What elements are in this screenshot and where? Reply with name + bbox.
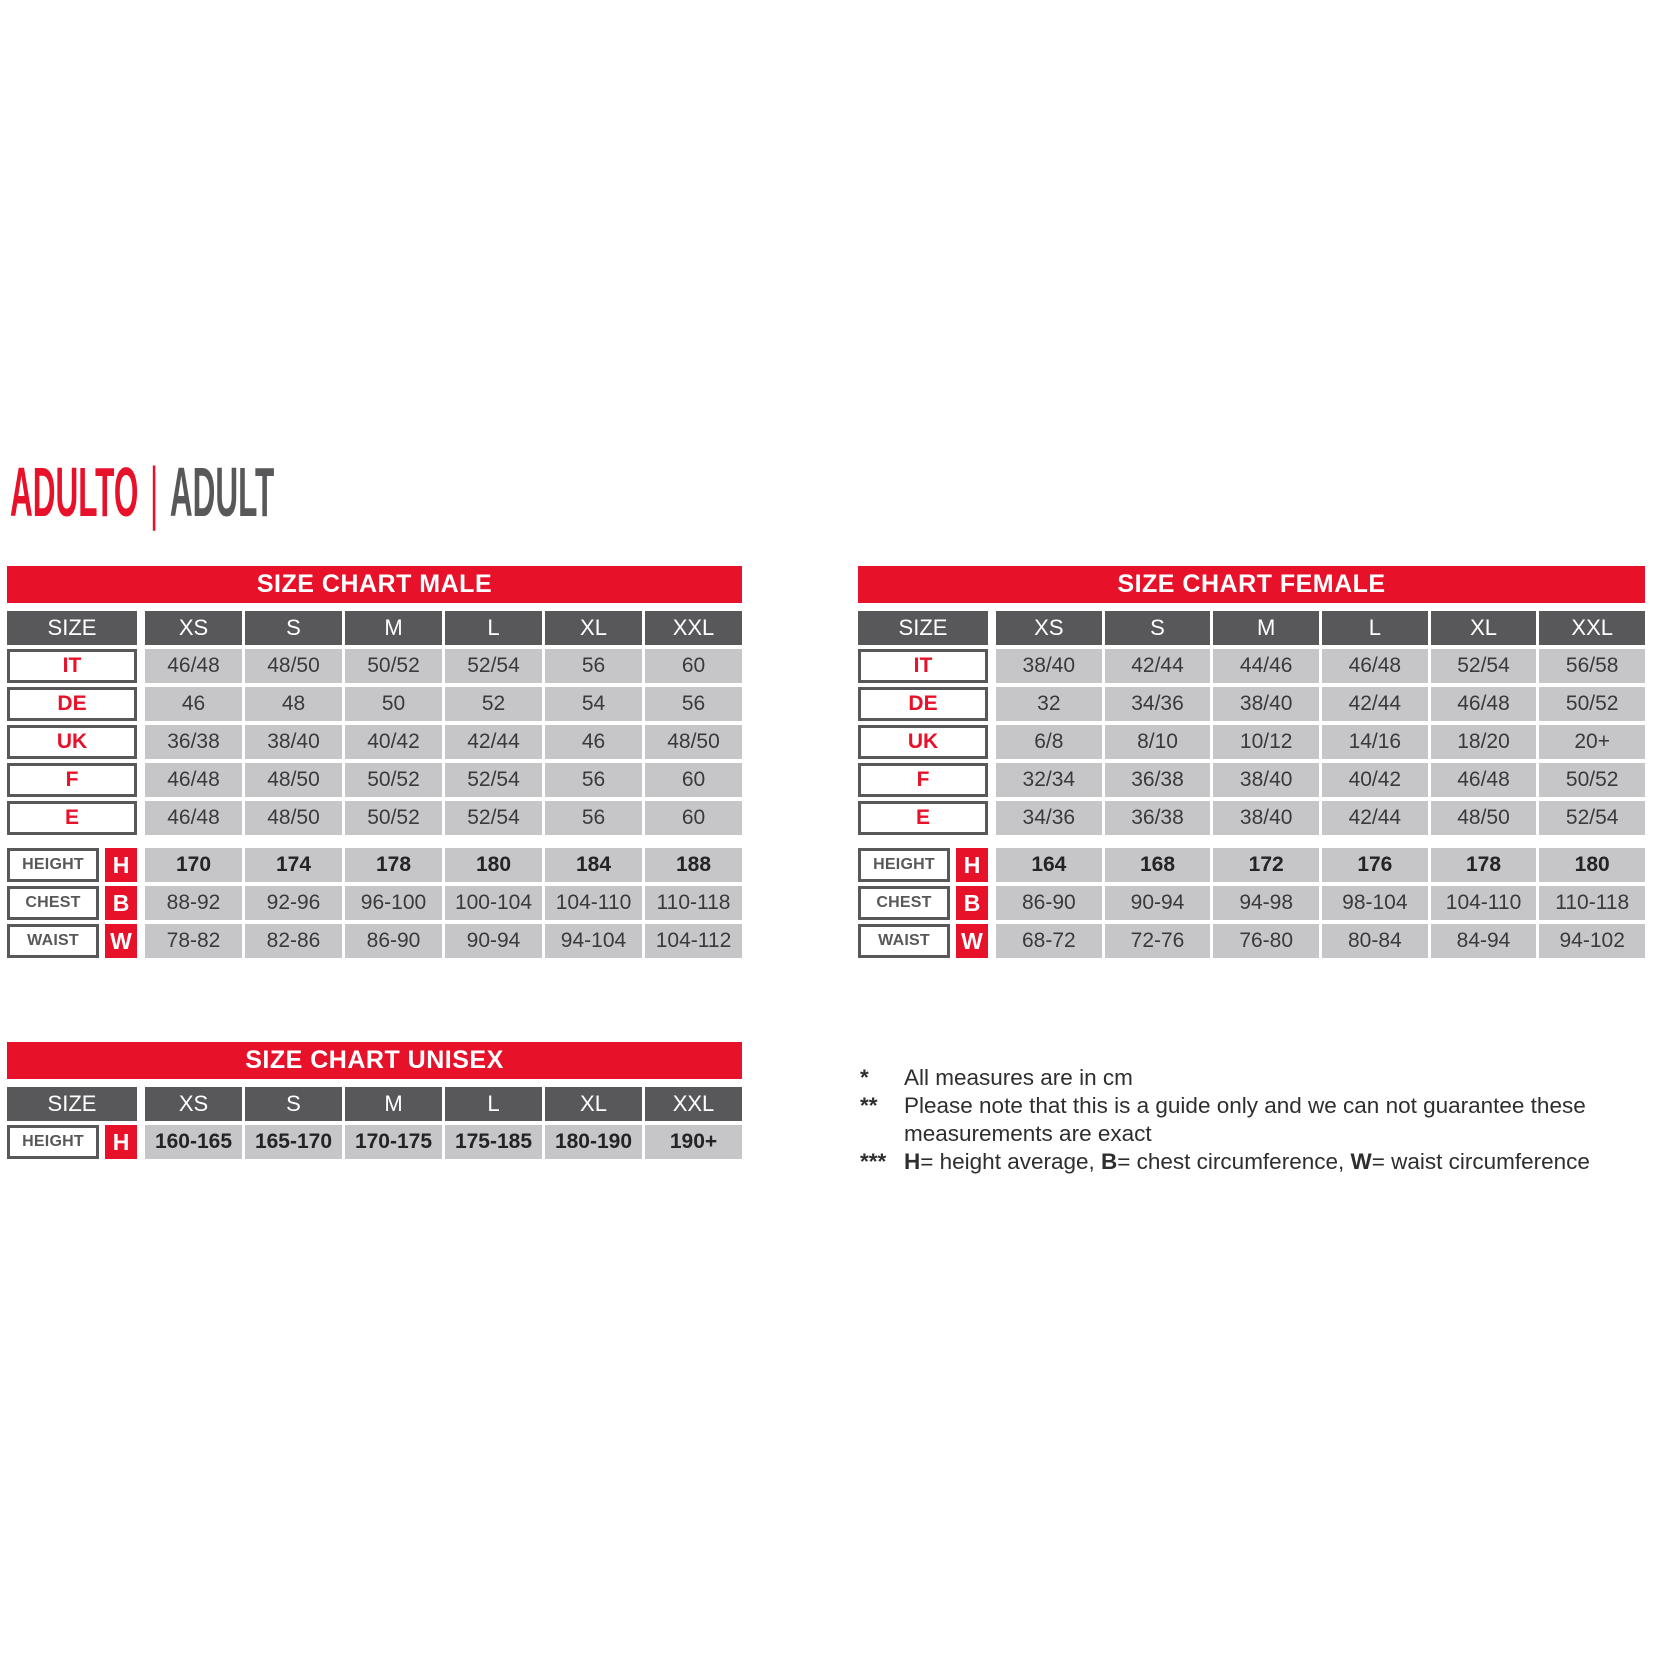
measure-value-cell: 94-104 — [545, 924, 642, 958]
size-value-cell: 52/54 — [1431, 649, 1537, 683]
measure-key-h: H — [105, 1125, 137, 1159]
measure-value-cell: 176 — [1322, 848, 1428, 882]
size-value-cell: 44/46 — [1213, 649, 1319, 683]
measure-value-cell: 180 — [1539, 848, 1645, 882]
size-value-cell: 36/38 — [1105, 801, 1211, 835]
measure-value-cell: 68-72 — [996, 924, 1102, 958]
column-header-xxl: XXL — [1539, 611, 1645, 645]
size-value-cell: 56 — [545, 649, 642, 683]
size-value-cell: 40/42 — [345, 725, 442, 759]
footnote-term: B — [1101, 1149, 1118, 1174]
size-value-cell: 6/8 — [996, 725, 1102, 759]
measure-value-cell: 178 — [1431, 848, 1537, 882]
table-title-bar: SIZE CHART UNISEX — [7, 1042, 742, 1079]
column-header-xl: XL — [1431, 611, 1537, 645]
row-label-de: DE — [7, 687, 137, 721]
size-value-cell: 38/40 — [1213, 687, 1319, 721]
footnote-term: W — [1350, 1149, 1372, 1174]
size-value-cell: 46/48 — [145, 801, 242, 835]
column-header-xl: XL — [545, 1087, 642, 1121]
size-row — [7, 649, 742, 683]
measure-label-chest: CHEST — [858, 886, 950, 920]
measure-value-cell: 190+ — [645, 1125, 742, 1159]
row-label-e: E — [858, 801, 988, 835]
footnote-segment: Please note that this is a guide only and we can not guarantee these measurements are exact — [904, 1093, 1586, 1146]
measure-value-cell: 90-94 — [1105, 886, 1211, 920]
footnote-text — [904, 1064, 1133, 1092]
measure-key-h: H — [956, 848, 988, 882]
size-value-cell: 46/48 — [1431, 687, 1537, 721]
measure-value-cell: 94-102 — [1539, 924, 1645, 958]
measure-label-wrap — [858, 848, 988, 882]
size-row — [7, 725, 742, 759]
footnote-text — [904, 1148, 1590, 1176]
measure-value-cell: 110-118 — [1539, 886, 1645, 920]
size-value-cell: 56 — [645, 687, 742, 721]
column-header-xl: XL — [545, 611, 642, 645]
measure-value-cell: 174 — [245, 848, 342, 882]
size-column-header: SIZE — [858, 611, 988, 645]
size-row — [7, 687, 742, 721]
size-value-cell: 14/16 — [1322, 725, 1428, 759]
measure-label-wrap — [7, 886, 137, 920]
size-value-cell: 60 — [645, 801, 742, 835]
measure-row — [858, 886, 1645, 920]
size-value-cell: 50/52 — [1539, 687, 1645, 721]
column-header-l: L — [445, 611, 542, 645]
title-adulto: ADULTO — [10, 453, 139, 531]
size-value-cell: 46/48 — [145, 649, 242, 683]
measure-value-cell: 72-76 — [1105, 924, 1211, 958]
measure-value-cell: 178 — [345, 848, 442, 882]
size-value-cell: 52/54 — [445, 801, 542, 835]
measure-label-wrap — [858, 886, 988, 920]
row-label-de: DE — [858, 687, 988, 721]
size-chart-unisex-table — [7, 1042, 742, 1159]
size-value-cell: 42/44 — [445, 725, 542, 759]
footnote-marker: ** — [860, 1093, 878, 1118]
column-header-row — [7, 611, 742, 645]
column-header-xs: XS — [996, 611, 1102, 645]
size-value-cell: 36/38 — [145, 725, 242, 759]
footnote-segment: = height average, — [920, 1149, 1102, 1174]
size-value-cell: 48/50 — [645, 725, 742, 759]
size-value-cell: 60 — [645, 649, 742, 683]
column-header-s: S — [1105, 611, 1211, 645]
row-label-it: IT — [858, 649, 988, 683]
title-adult: ADULT — [169, 453, 275, 531]
measure-value-cell: 184 — [545, 848, 642, 882]
measure-value-cell: 172 — [1213, 848, 1319, 882]
size-value-cell: 42/44 — [1105, 649, 1211, 683]
size-value-cell: 48/50 — [1431, 801, 1537, 835]
size-value-cell: 50/52 — [345, 649, 442, 683]
footnotes — [860, 1064, 1650, 1176]
measure-row — [7, 848, 742, 882]
size-value-cell: 60 — [645, 763, 742, 797]
measure-label-wrap — [858, 924, 988, 958]
size-value-cell: 42/44 — [1322, 801, 1428, 835]
measure-value-cell: 170-175 — [345, 1125, 442, 1159]
size-value-cell: 8/10 — [1105, 725, 1211, 759]
column-header-m: M — [1213, 611, 1319, 645]
size-value-cell: 46 — [145, 687, 242, 721]
footnote — [860, 1148, 1650, 1176]
size-value-cell: 32/34 — [996, 763, 1102, 797]
measure-row — [7, 924, 742, 958]
measure-value-cell: 88-92 — [145, 886, 242, 920]
measure-row — [858, 848, 1645, 882]
measure-value-cell: 82-86 — [245, 924, 342, 958]
measure-row — [858, 924, 1645, 958]
size-chart-male-table — [7, 566, 742, 958]
measure-key-w: W — [956, 924, 988, 958]
measure-label-height: HEIGHT — [7, 1125, 99, 1159]
size-value-cell: 36/38 — [1105, 763, 1211, 797]
size-value-cell: 52/54 — [1539, 801, 1645, 835]
measure-value-cell: 180-190 — [545, 1125, 642, 1159]
measure-label-waist: WAIST — [7, 924, 99, 958]
row-label-uk: UK — [7, 725, 137, 759]
measure-value-cell: 188 — [645, 848, 742, 882]
size-value-cell: 56 — [545, 801, 642, 835]
size-value-cell: 38/40 — [245, 725, 342, 759]
size-value-cell: 32 — [996, 687, 1102, 721]
footnote-segment: = chest circumference, — [1117, 1149, 1351, 1174]
size-row — [858, 649, 1645, 683]
size-value-cell: 50/52 — [345, 801, 442, 835]
size-value-cell: 20+ — [1539, 725, 1645, 759]
size-value-cell: 56 — [545, 763, 642, 797]
size-row — [858, 801, 1645, 835]
measure-value-cell: 100-104 — [445, 886, 542, 920]
measure-value-cell: 78-82 — [145, 924, 242, 958]
size-value-cell: 38/40 — [1213, 763, 1319, 797]
measure-value-cell: 92-96 — [245, 886, 342, 920]
measure-value-cell: 104-110 — [545, 886, 642, 920]
row-label-uk: UK — [858, 725, 988, 759]
row-label-it: IT — [7, 649, 137, 683]
size-value-cell: 34/36 — [1105, 687, 1211, 721]
measure-value-cell: 175-185 — [445, 1125, 542, 1159]
column-header-xs: XS — [145, 611, 242, 645]
measure-key-w: W — [105, 924, 137, 958]
size-value-cell: 40/42 — [1322, 763, 1428, 797]
measure-key-b: B — [105, 886, 137, 920]
measure-value-cell: 98-104 — [1322, 886, 1428, 920]
column-header-xxl: XXL — [645, 1087, 742, 1121]
column-header-m: M — [345, 1087, 442, 1121]
measure-label-height: HEIGHT — [858, 848, 950, 882]
measure-row — [7, 886, 742, 920]
size-row — [858, 725, 1645, 759]
measure-label-height: HEIGHT — [7, 848, 99, 882]
size-value-cell: 38/40 — [996, 649, 1102, 683]
table-title-bar: SIZE CHART MALE — [7, 566, 742, 603]
footnote — [860, 1092, 1650, 1148]
size-value-cell: 34/36 — [996, 801, 1102, 835]
size-value-cell: 46/48 — [1322, 649, 1428, 683]
size-value-cell: 48/50 — [245, 763, 342, 797]
size-value-cell: 46/48 — [1431, 763, 1537, 797]
size-row — [858, 763, 1645, 797]
size-value-cell: 38/40 — [1213, 801, 1319, 835]
size-value-cell: 48/50 — [245, 649, 342, 683]
measure-value-cell: 86-90 — [996, 886, 1102, 920]
measure-key-h: H — [105, 848, 137, 882]
row-label-f: F — [858, 763, 988, 797]
measure-label-chest: CHEST — [7, 886, 99, 920]
measure-label-wrap — [7, 848, 137, 882]
title-separator: | — [150, 453, 159, 531]
footnote-marker: *** — [860, 1149, 887, 1174]
measure-value-cell: 165-170 — [245, 1125, 342, 1159]
measure-value-cell: 94-98 — [1213, 886, 1319, 920]
measure-label-wrap — [7, 1125, 137, 1159]
size-value-cell: 56/58 — [1539, 649, 1645, 683]
column-header-xxl: XXL — [645, 611, 742, 645]
measure-label-waist: WAIST — [858, 924, 950, 958]
measure-value-cell: 104-110 — [1431, 886, 1537, 920]
column-header-xs: XS — [145, 1087, 242, 1121]
column-header-l: L — [445, 1087, 542, 1121]
size-chart-female-table — [858, 566, 1645, 958]
size-value-cell: 52/54 — [445, 649, 542, 683]
footnote-text — [904, 1092, 1604, 1148]
measure-value-cell: 168 — [1105, 848, 1211, 882]
size-value-cell: 42/44 — [1322, 687, 1428, 721]
measure-value-cell: 164 — [996, 848, 1102, 882]
measure-value-cell: 86-90 — [345, 924, 442, 958]
table-title-bar: SIZE CHART FEMALE — [858, 566, 1645, 603]
column-header-m: M — [345, 611, 442, 645]
measure-key-b: B — [956, 886, 988, 920]
size-column-header: SIZE — [7, 1087, 137, 1121]
measure-value-cell: 170 — [145, 848, 242, 882]
size-row — [7, 801, 742, 835]
measure-value-cell: 104-112 — [645, 924, 742, 958]
size-value-cell: 50/52 — [1539, 763, 1645, 797]
page-title — [10, 453, 275, 531]
footnote — [860, 1064, 1650, 1092]
column-header-l: L — [1322, 611, 1428, 645]
size-value-cell: 52 — [445, 687, 542, 721]
column-header-s: S — [245, 611, 342, 645]
measure-value-cell: 110-118 — [645, 886, 742, 920]
measure-value-cell: 76-80 — [1213, 924, 1319, 958]
row-label-e: E — [7, 801, 137, 835]
measure-value-cell: 180 — [445, 848, 542, 882]
footnote-term: H — [904, 1149, 921, 1174]
column-header-row — [858, 611, 1645, 645]
size-column-header: SIZE — [7, 611, 137, 645]
size-value-cell: 18/20 — [1431, 725, 1537, 759]
measure-value-cell: 84-94 — [1431, 924, 1537, 958]
measure-row — [7, 1125, 742, 1159]
size-value-cell: 50 — [345, 687, 442, 721]
measure-value-cell: 80-84 — [1322, 924, 1428, 958]
footnote-segment: All measures are in cm — [904, 1065, 1133, 1090]
footnote-marker: * — [860, 1065, 869, 1090]
row-label-f: F — [7, 763, 137, 797]
size-value-cell: 46/48 — [145, 763, 242, 797]
size-value-cell: 52/54 — [445, 763, 542, 797]
size-row — [858, 687, 1645, 721]
measure-value-cell: 160-165 — [145, 1125, 242, 1159]
size-value-cell: 48/50 — [245, 801, 342, 835]
measure-value-cell: 90-94 — [445, 924, 542, 958]
footnote-segment: = waist circumference — [1371, 1149, 1590, 1174]
measure-label-wrap — [7, 924, 137, 958]
column-header-s: S — [245, 1087, 342, 1121]
column-header-row — [7, 1087, 742, 1121]
size-value-cell: 50/52 — [345, 763, 442, 797]
size-value-cell: 48 — [245, 687, 342, 721]
size-row — [7, 763, 742, 797]
measure-value-cell: 96-100 — [345, 886, 442, 920]
size-value-cell: 10/12 — [1213, 725, 1319, 759]
size-value-cell: 46 — [545, 725, 642, 759]
size-value-cell: 54 — [545, 687, 642, 721]
